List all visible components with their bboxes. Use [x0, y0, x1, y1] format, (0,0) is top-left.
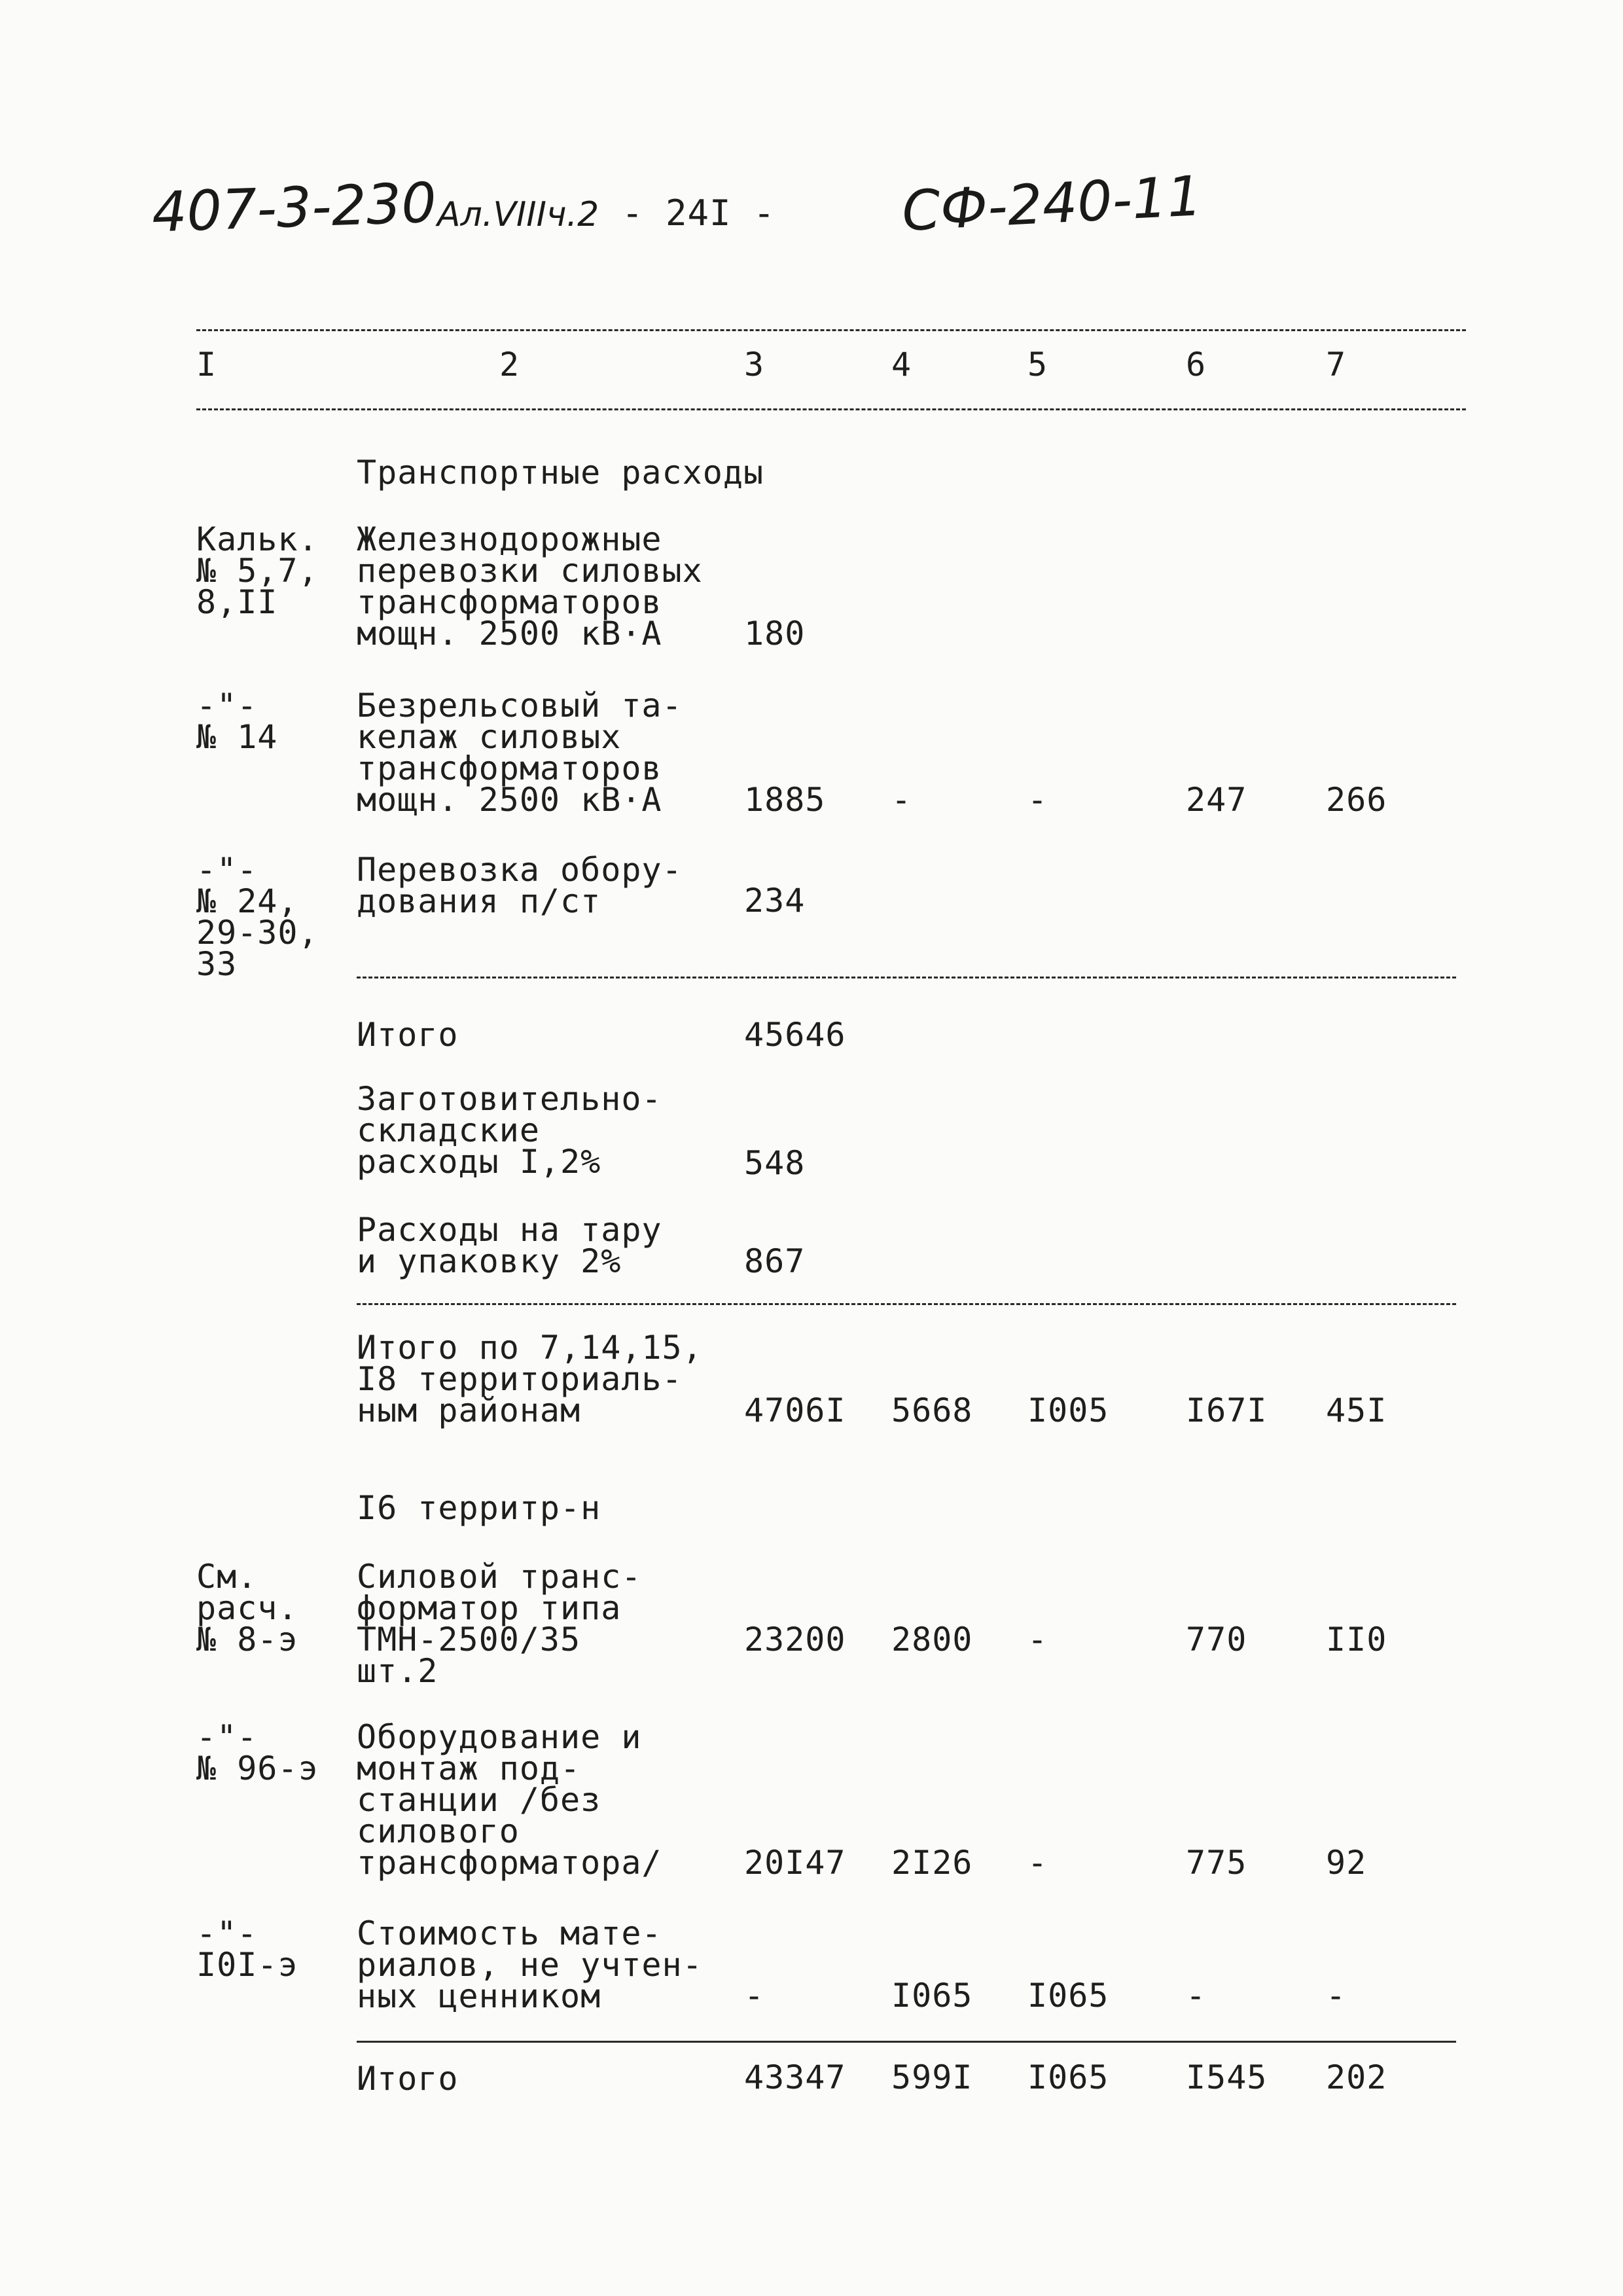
column-header-6: 6: [1186, 346, 1207, 384]
section-heading-transport: Транспортные расходы: [357, 454, 764, 492]
album-part: Ал.VIIIч.2: [437, 195, 599, 234]
column-header-4: 4: [891, 346, 912, 384]
column-header-5: 5: [1027, 346, 1048, 384]
table-row-description: Железнодорожные перевозки силовых трансформаторов мощн. 2500 кВ·А: [357, 520, 703, 653]
table-row-description: Расходы на тару и упаковку 2%: [357, 1211, 662, 1280]
column-header-1: I: [196, 346, 217, 384]
table-row-value-7: -: [1326, 1977, 1347, 2015]
table-row-description: Оборудование и монтаж под- станции /без силового трансформатора/: [357, 1718, 662, 1882]
grand-total-label: Итого: [357, 2060, 459, 2098]
table-row-description: Заготовительно- складские расходы I,2%: [357, 1080, 662, 1181]
grand-total-rule: [357, 2041, 1456, 2043]
table-row-ref: -"- № 96-э: [196, 1718, 319, 1787]
grand-total-value-4: 599I: [891, 2058, 973, 2096]
table-row-value-5: -: [1027, 1844, 1048, 1882]
total-rule: [357, 1303, 1456, 1305]
table-row-value-4: I065: [891, 1977, 973, 2015]
table-row-value-6: 775: [1186, 1844, 1247, 1882]
page-number: - 24I -: [622, 192, 776, 234]
regions-total-value-4: 5668: [891, 1391, 973, 1429]
subtotal-label: Итого: [357, 1016, 459, 1054]
table-row-value-5: I065: [1027, 1977, 1109, 2015]
table-row-value-3: 234: [744, 882, 806, 920]
table-row-ref: -"- № 14: [196, 687, 278, 756]
table-top-rule: [196, 329, 1466, 331]
table-row-value-4: 2I26: [891, 1844, 973, 1882]
subtotal-value-3: 45646: [744, 1016, 846, 1054]
table-row-value-3: 1885: [744, 781, 826, 819]
table-row-value-7: II0: [1326, 1621, 1387, 1659]
subtotal-rule: [357, 977, 1456, 978]
table-row-value-3: 180: [744, 615, 806, 653]
table-row-description: Силовой транс- форматор типа ТМН-2500/35 шт.2: [357, 1558, 642, 1690]
table-row-value-5: -: [1027, 1621, 1048, 1659]
table-header-bottom-rule: [196, 408, 1466, 410]
table-row-value-5: -: [1027, 781, 1048, 819]
table-row-value-3: 20I47: [744, 1844, 846, 1882]
table-row-ref: См. расч. № 8-э: [196, 1558, 298, 1659]
table-row-value-6: 770: [1186, 1621, 1247, 1659]
table-row-value-7: 92: [1326, 1844, 1367, 1882]
table-row-ref: -"- I0I-э: [196, 1914, 298, 1984]
table-row-value-6: 247: [1186, 781, 1247, 819]
table-row-value-6: -: [1186, 1977, 1207, 2015]
column-header-7: 7: [1326, 346, 1347, 384]
regions-total-value-7: 45I: [1326, 1391, 1387, 1429]
regions-total-value-5: I005: [1027, 1391, 1109, 1429]
grand-total-value-6: I545: [1186, 2058, 1268, 2096]
table-row-description: Перевозка обору- дования п/ст: [357, 851, 683, 920]
regions-total-value-3: 4706I: [744, 1391, 846, 1429]
table-row-value-4: 2800: [891, 1621, 973, 1659]
table-row-value-3: -: [744, 1977, 765, 2015]
table-row-description: Стоимость мате- риалов, не учтен- ных ценником: [357, 1914, 703, 2015]
table-row-value-3: 23200: [744, 1621, 846, 1659]
regions-total-value-6: I67I: [1186, 1391, 1268, 1429]
column-header-3: 3: [744, 346, 765, 384]
regions-total-label: Итого по 7,14,15, I8 территориаль- ным районам: [357, 1329, 703, 1429]
table-row-value-3: 548: [744, 1144, 806, 1182]
table-row-value-3: 867: [744, 1242, 806, 1280]
grand-total-value-3: 43347: [744, 2058, 846, 2096]
column-header-2: 2: [499, 346, 520, 384]
table-row-ref: Кальк. № 5,7, 8,II: [196, 520, 319, 621]
table-row-value-7: 266: [1326, 781, 1387, 819]
table-row-value-4: -: [891, 781, 912, 819]
table-row-description: Безрельсовый та- келаж силовых трансформаторов мощн. 2500 кВ·А: [357, 687, 683, 819]
grand-total-value-5: I065: [1027, 2058, 1109, 2096]
sheet-code: СФ-240-11: [900, 164, 1204, 243]
table-row-ref: -"- № 24, 29-30, 33: [196, 851, 319, 983]
section-heading-region-16: I6 территр-н: [357, 1489, 601, 1527]
grand-total-value-7: 202: [1326, 2058, 1387, 2096]
document-code: 407-3-230: [151, 170, 438, 245]
